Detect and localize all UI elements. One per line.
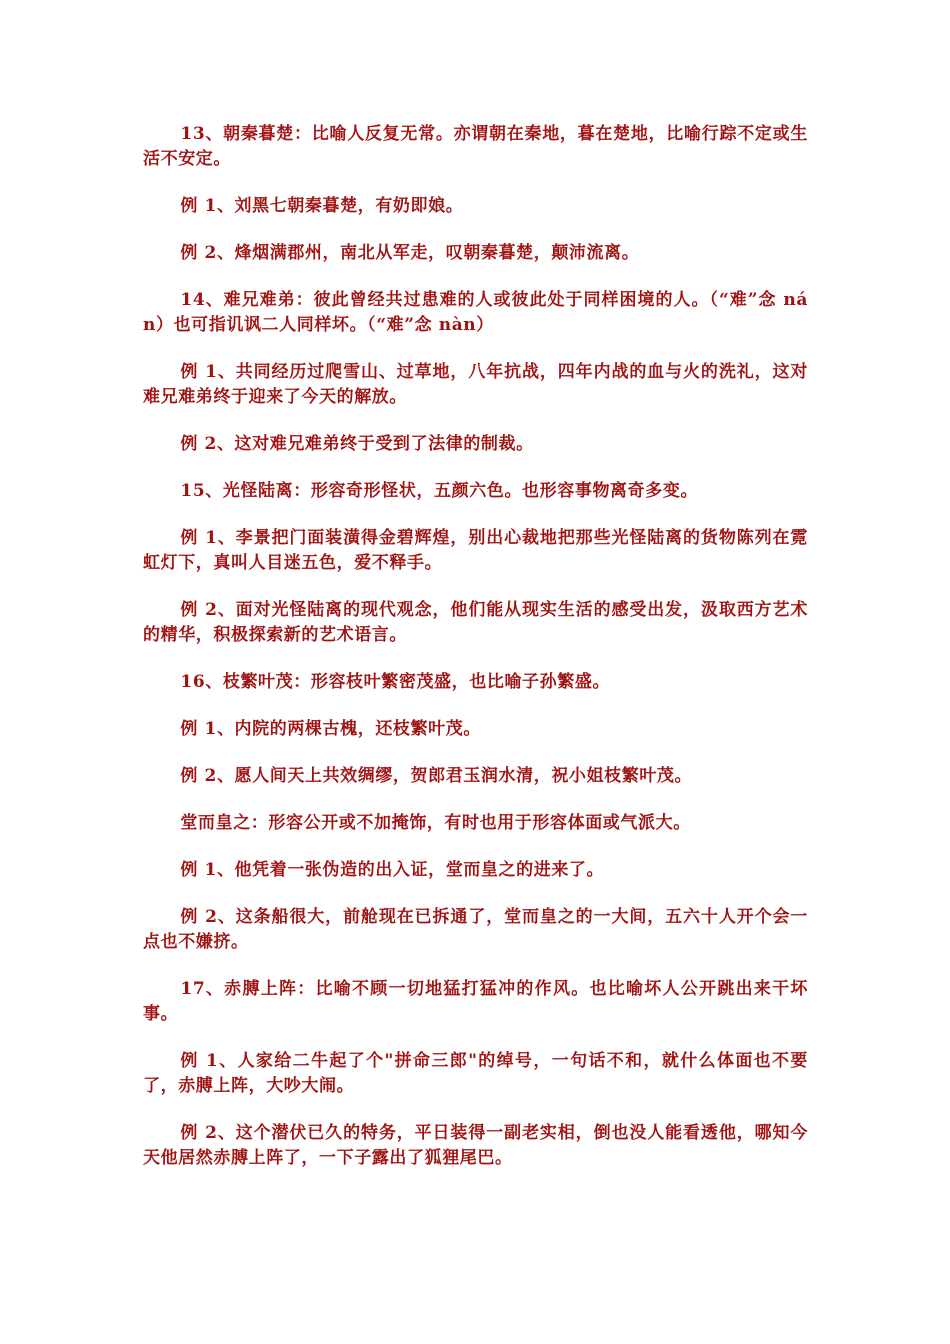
- paragraph-example: 例 2、面对光怪陆离的现代观念，他们能从现实生活的感受出发，汲取西方艺术的精华，积极探索新的艺术语言。: [143, 600, 808, 645]
- paragraph-example: 例 1、人家给二牛起了个"拼命三郎"的绰号，一句话不和，就什么体面也不要了，赤膊上阵，大吵大闹。: [143, 1051, 808, 1096]
- paragraph-idiom-16: 16、枝繁叶茂：形容枝叶繁密茂盛，也比喻子孙繁盛。: [180, 672, 611, 692]
- paragraph-idiom-13: 13、朝秦暮楚：比喻人反复无常。亦谓朝在秦地，暮在楚地，比喻行踪不定或生活不安定。: [143, 124, 808, 169]
- paragraph-idiom-17: 17、赤膊上阵：比喻不顾一切地猛打猛冲的作风。也比喻坏人公开跳出来干坏事。: [143, 979, 808, 1024]
- document-body: [143, 122, 808, 1193]
- paragraph-idiom-14: 14、难兄难弟：彼此曾经共过患难的人或彼此处于同样困境的人。（“难”念 nán）也可指讥讽二人同样坏。（“难”念 nàn）: [143, 290, 808, 335]
- paragraph-example: 例 2、这个潜伏已久的特务，平日装得一副老实相，倒也没人能看透他，哪知今天他居然赤膊上阵了，一下子露出了狐狸尾巴。: [143, 1123, 808, 1168]
- paragraph-example: 例 1、共同经历过爬雪山、过草地，八年抗战，四年内战的血与火的洗礼，这对难兄难弟终于迎来了今天的解放。: [143, 362, 808, 407]
- paragraph-example: 例 1、刘黑七朝秦暮楚，有奶即娘。: [180, 196, 464, 216]
- paragraph-idiom-15: 15、光怪陆离：形容奇形怪状，五颜六色。也形容事物离奇多变。: [180, 481, 699, 501]
- paragraph-example: 例 2、烽烟满郡州，南北从军走，叹朝秦暮楚，颠沛流离。: [180, 243, 640, 263]
- paragraph-idiom-tangerhuangzhi: 堂而皇之：形容公开或不加掩饰，有时也用于形容体面或气派大。: [180, 813, 691, 833]
- paragraph-example: 例 1、他凭着一张伪造的出入证，堂而皇之的进来了。: [180, 860, 605, 880]
- paragraph-example: 例 2、愿人间天上共效绸缪，贺郎君玉润水清，祝小姐枝繁叶茂。: [180, 766, 693, 786]
- paragraph-example: 例 2、这对难兄难弟终于受到了法律的制裁。: [180, 434, 534, 454]
- paragraph-example: 例 1、李景把门面装潢得金碧辉煌，别出心裁地把那些光怪陆离的货物陈列在霓虹灯下，真叫人目迷五色，爱不释手。: [143, 528, 808, 573]
- paragraph-example: 例 1、内院的两棵古槐，还枝繁叶茂。: [180, 719, 481, 739]
- paragraph-example: 例 2、这条船很大，前舱现在已拆通了，堂而皇之的一大间，五六十人开个会一点也不嫌挤。: [143, 907, 808, 952]
